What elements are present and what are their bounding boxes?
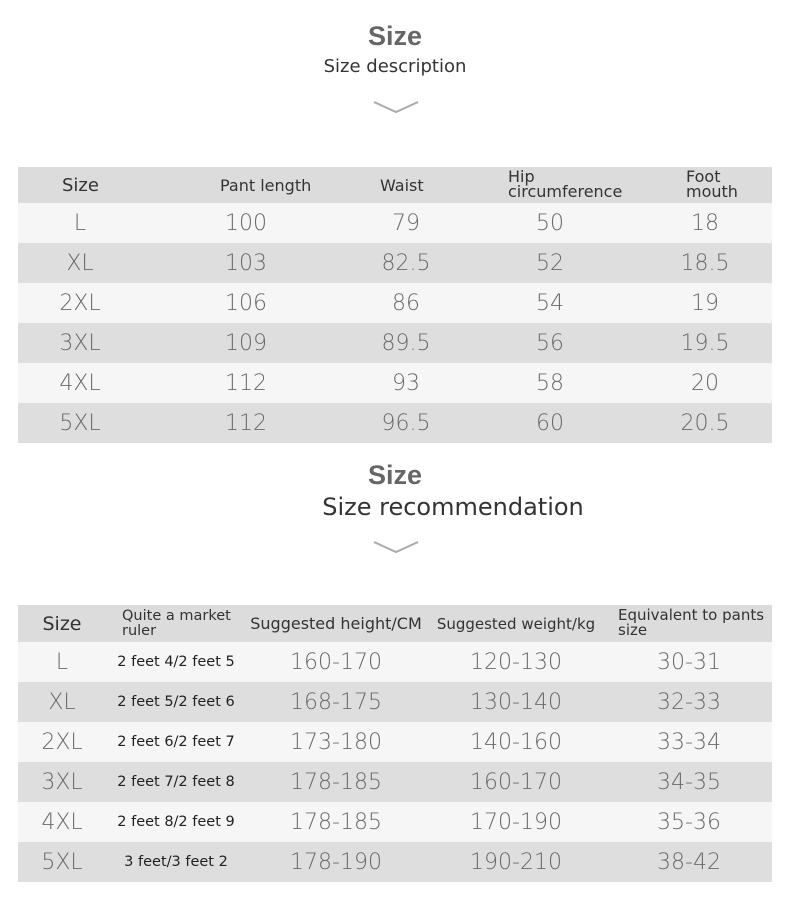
cell-size: 4XL	[18, 363, 142, 403]
cell-height: 178-185	[246, 802, 426, 842]
cell-height: 173-180	[246, 722, 426, 762]
table-header-row	[18, 167, 772, 203]
cell-height: 160-170	[246, 642, 426, 682]
cell-market-ruler: 2 feet 5/2 feet 6	[106, 682, 246, 722]
header-size: Size	[18, 605, 106, 642]
cell-foot-mouth: 19	[638, 283, 772, 323]
cell-size: 4XL	[18, 802, 106, 842]
header-hip-circumference: Hip circumference	[462, 167, 638, 203]
cell-weight: 190-210	[426, 842, 606, 882]
cell-waist: 89.5	[350, 323, 462, 363]
cell-size: XL	[18, 682, 106, 722]
cell-pants-size: 33-34	[606, 722, 772, 762]
cell-market-ruler: 2 feet 8/2 feet 9	[106, 802, 246, 842]
table-row	[18, 323, 772, 363]
cell-pant-length: 109	[142, 323, 350, 363]
cell-waist: 82.5	[350, 243, 462, 283]
cell-pants-size: 30-31	[606, 642, 772, 682]
table-row	[18, 802, 772, 842]
cell-weight: 170-190	[426, 802, 606, 842]
cell-pants-size: 38-42	[606, 842, 772, 882]
cell-market-ruler: 2 feet 4/2 feet 5	[106, 642, 246, 682]
cell-size: 3XL	[18, 762, 106, 802]
cell-weight: 160-170	[426, 762, 606, 802]
cell-pants-size: 34-35	[606, 762, 772, 802]
header-equivalent-pants-size: Equivalent to pants size	[606, 605, 772, 642]
cell-market-ruler: 2 feet 6/2 feet 7	[106, 722, 246, 762]
cell-hip: 60	[462, 403, 638, 443]
cell-pant-length: 112	[142, 363, 350, 403]
cell-hip: 58	[462, 363, 638, 403]
cell-size: 5XL	[18, 842, 106, 882]
cell-market-ruler: 2 feet 7/2 feet 8	[106, 762, 246, 802]
size-description-table	[18, 167, 772, 443]
cell-foot-mouth: 20	[638, 363, 772, 403]
section1-title: Size	[367, 21, 423, 51]
cell-foot-mouth: 19.5	[638, 323, 772, 363]
table-row	[18, 842, 772, 882]
header-market-ruler: Quite a market ruler	[106, 605, 246, 642]
table-row	[18, 722, 772, 762]
chevron-down-icon	[373, 540, 419, 554]
cell-size: XL	[18, 243, 142, 283]
cell-size: L	[18, 642, 106, 682]
size-description-heading	[0, 20, 790, 80]
cell-hip: 54	[462, 283, 638, 323]
cell-size: 3XL	[18, 323, 142, 363]
cell-size: L	[18, 203, 142, 243]
header-waist: Waist	[350, 167, 462, 203]
cell-pants-size: 35-36	[606, 802, 772, 842]
cell-foot-mouth: 18	[638, 203, 772, 243]
table-header-row	[18, 605, 772, 642]
section2-subtitle: Size recommendation	[322, 493, 584, 521]
table-row	[18, 682, 772, 722]
cell-weight: 140-160	[426, 722, 606, 762]
header-pant-length: Pant length	[142, 167, 350, 203]
cell-market-ruler: 3 feet/3 feet 2	[106, 842, 246, 882]
size-recommendation-heading	[0, 459, 790, 523]
cell-height: 178-190	[246, 842, 426, 882]
section1-subtitle: Size description	[323, 56, 467, 77]
cell-size: 5XL	[18, 403, 142, 443]
table-row	[18, 363, 772, 403]
cell-waist: 93	[350, 363, 462, 403]
header-size: Size	[18, 167, 142, 203]
header-foot-mouth: Foot mouth	[638, 167, 772, 203]
cell-size: 2XL	[18, 722, 106, 762]
table-row	[18, 403, 772, 443]
chevron-down-icon	[373, 100, 419, 114]
header-suggested-weight: Suggested weight/kg	[426, 605, 606, 642]
table-row	[18, 203, 772, 243]
table-row	[18, 642, 772, 682]
cell-pants-size: 32-33	[606, 682, 772, 722]
cell-waist: 79	[350, 203, 462, 243]
cell-weight: 120-130	[426, 642, 606, 682]
cell-pant-length: 106	[142, 283, 350, 323]
cell-pant-length: 100	[142, 203, 350, 243]
cell-foot-mouth: 18.5	[638, 243, 772, 283]
cell-pant-length: 103	[142, 243, 350, 283]
cell-height: 178-185	[246, 762, 426, 802]
cell-waist: 86	[350, 283, 462, 323]
cell-hip: 50	[462, 203, 638, 243]
cell-weight: 130-140	[426, 682, 606, 722]
cell-height: 168-175	[246, 682, 426, 722]
cell-size: 2XL	[18, 283, 142, 323]
table-row	[18, 243, 772, 283]
section2-title: Size	[367, 460, 423, 490]
cell-hip: 56	[462, 323, 638, 363]
table-row	[18, 283, 772, 323]
size-recommendation-table	[18, 605, 772, 882]
cell-foot-mouth: 20.5	[638, 403, 772, 443]
cell-pant-length: 112	[142, 403, 350, 443]
cell-hip: 52	[462, 243, 638, 283]
table-row	[18, 762, 772, 802]
header-suggested-height: Suggested height/CM	[246, 605, 426, 642]
cell-waist: 96.5	[350, 403, 462, 443]
